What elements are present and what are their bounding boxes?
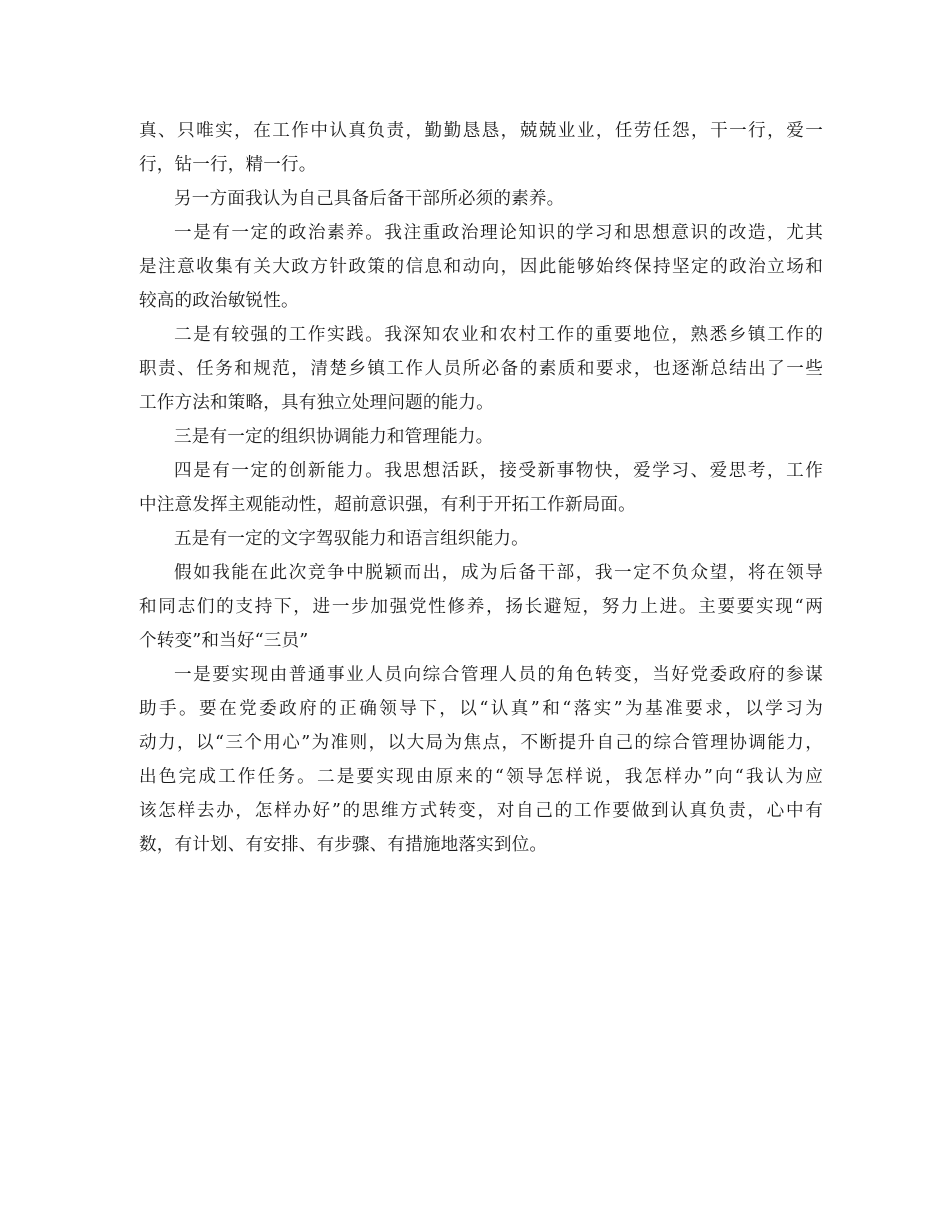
paragraph: [139, 182, 823, 216]
text-line: 另一方面我认为自己具备后备干部所必须的素养。: [174, 189, 565, 209]
paragraph: [139, 216, 823, 318]
text-line: 四是有一定的创新能力。我思想活跃，接受新事物快，爱学习、爱思考，工作: [174, 461, 823, 481]
text-line: 五是有一定的文字驾驭能力和语言组织能力。: [174, 529, 529, 549]
text-line: 一是有一定的政治素养。我注重政治理论知识的学习和思想意识的改造，尤其: [174, 223, 823, 243]
paragraph: [139, 522, 823, 556]
text-line: 出色完成工作任务。二是要实现由原来的“领导怎样说，我怎样办”向“我认为应: [139, 767, 823, 787]
text-line: 助手。要在党委政府的正确领导下，以“认真”和“落实”为基准要求，以学习为: [139, 699, 823, 719]
text-line: 较高的政治敏锐性。: [139, 291, 299, 311]
paragraph: [139, 658, 823, 862]
text-line: 个转变”和当好“三员”: [139, 631, 309, 651]
text-line: 是注意收集有关大政方针政策的信息和动向，因此能够始终保持坚定的政治立场和: [139, 257, 823, 277]
paragraph: [139, 556, 823, 658]
text-line: 数，有计划、有安排、有步骤、有措施地落实到位。: [139, 835, 548, 855]
text-line: 一是要实现由普通事业人员向综合管理人员的角色转变，当好党委政府的参谋: [174, 665, 823, 685]
text-line: 和同志们的支持下，进一步加强党性修养，扬长避短，努力上进。主要要实现“两: [139, 597, 823, 617]
paragraph: [139, 114, 823, 182]
text-line: 二是有较强的工作实践。我深知农业和农村工作的重要地位，熟悉乡镇工作的: [174, 325, 823, 345]
text-line: 行，钻一行，精一行。: [139, 155, 317, 175]
text-line: 中注意发挥主观能动性，超前意识强，有利于开拓工作新局面。: [139, 495, 636, 515]
document-body: [139, 114, 823, 862]
paragraph: [139, 454, 823, 522]
text-line: 职责、任务和规范，清楚乡镇工作人员所必备的素质和要求，也逐渐总结出了一些: [139, 359, 823, 379]
text-line: 工作方法和策略，具有独立处理问题的能力。: [139, 393, 494, 413]
text-line: 动力，以“三个用心”为准则，以大局为焦点，不断提升自己的综合管理协调能力，: [139, 733, 823, 753]
text-line: 该怎样去办，怎样办好”的思维方式转变，对自己的工作要做到认真负责，心中有: [139, 801, 823, 821]
paragraph: [139, 420, 823, 454]
text-line: 三是有一定的组织协调能力和管理能力。: [174, 427, 494, 447]
text-line: 真、只唯实，在工作中认真负责，勤勤恳恳，兢兢业业，任劳任怨，干一行，爱一: [139, 121, 823, 141]
paragraph: [139, 318, 823, 420]
text-line: 假如我能在此次竞争中脱颖而出，成为后备干部，我一定不负众望，将在领导: [174, 563, 823, 583]
